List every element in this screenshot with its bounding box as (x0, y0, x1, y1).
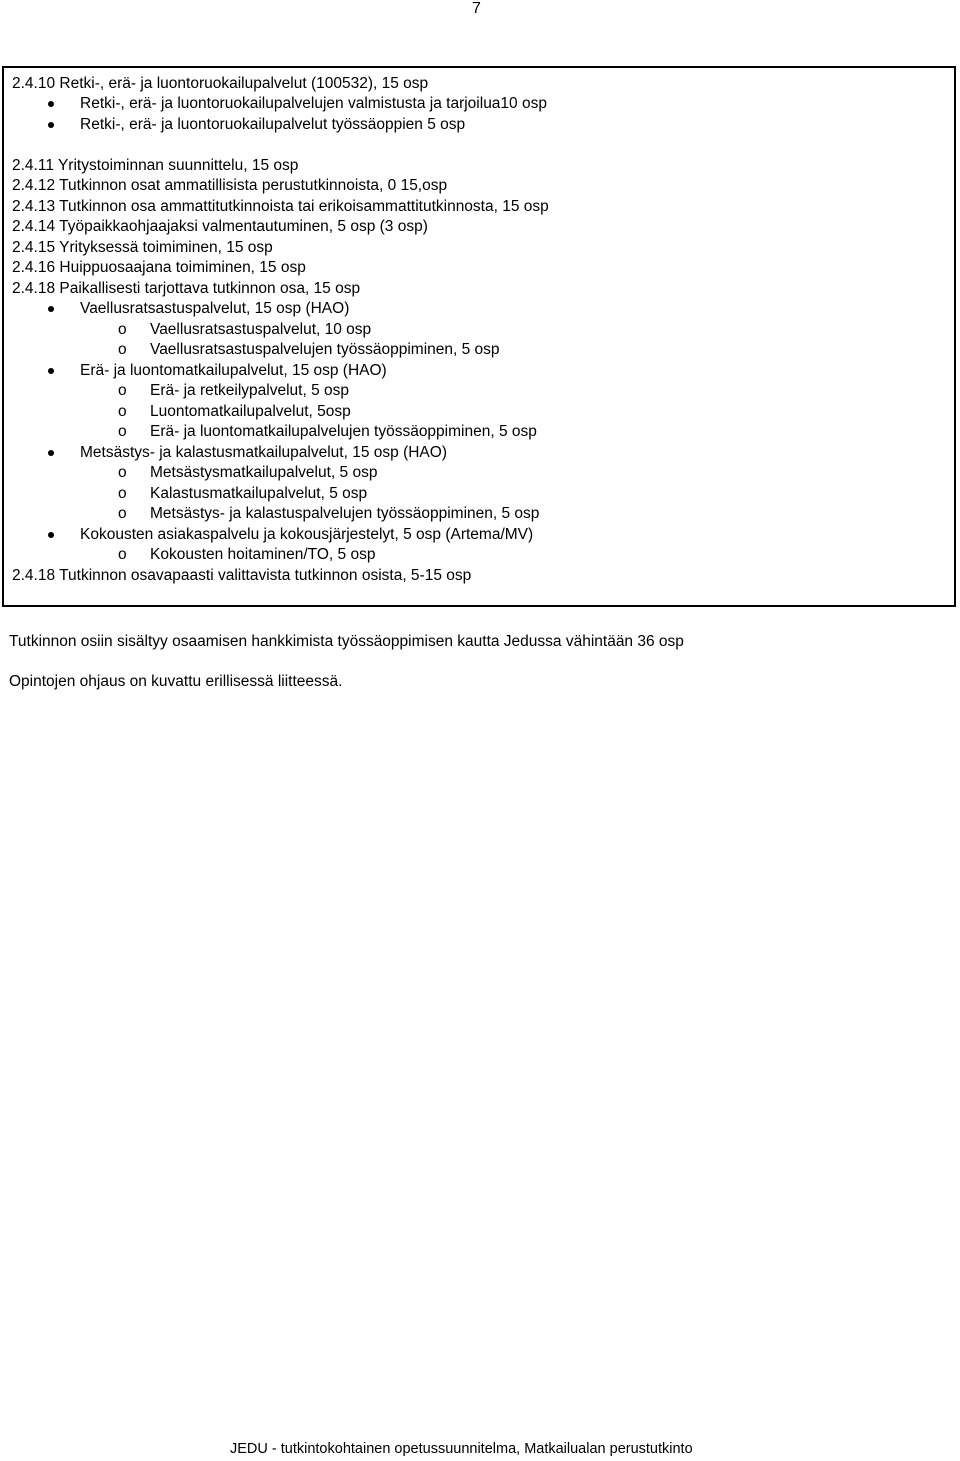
box-line-text: Erä- ja retkeilypalvelut, 5 osp (150, 382, 350, 399)
box-line (80, 115, 465, 135)
box-line-text: Luontomatkailupalvelut, 5osp (150, 403, 351, 420)
box-line-text: Metsästys- ja kalastusmatkailupalvelut, 15 osp (HAO) (80, 444, 447, 461)
box-line-text: Erä- ja luontomatkailupalvelujen työssäoppiminen, 5 osp (150, 423, 537, 440)
box-line-text: Retki-, erä- ja luontoruokailupalvelujen valmistusta ja tarjoilua10 osp (80, 95, 547, 112)
box-line (118, 320, 372, 340)
sub-bullet-icon: o (118, 403, 127, 420)
box-line: 2.4.18 Tutkinnon osavapaasti valittavista tutkinnon osista, 5-15 osp (12, 567, 472, 584)
box-line (118, 381, 350, 401)
box-line (118, 422, 537, 442)
box-line-text: Retki-, erä- ja luontoruokailupalvelut työssäoppien 5 osp (80, 116, 466, 133)
curriculum-box (2, 66, 956, 607)
box-line: 2.4.11 Yritystoiminnan suunnittelu, 15 osp (12, 157, 299, 174)
paragraph-work-learning: Tutkinnon osiin sisältyy osaamisen hankkimista työssäoppimisen kautta Jedussa vähintään 36 osp (9, 633, 684, 650)
bullet-icon (48, 306, 54, 312)
box-line-text: Kokousten hoitaminen/TO, 5 osp (150, 546, 376, 563)
box-line-text: Erä- ja luontomatkailupalvelut, 15 osp (HAO) (80, 362, 387, 379)
sub-bullet-icon: o (118, 505, 127, 522)
box-line-text: Vaellusratsastuspalvelujen työssäoppiminen, 5 osp (150, 341, 500, 358)
sub-bullet-icon: o (118, 485, 127, 502)
box-line: 2.4.18 Paikallisesti tarjottava tutkinnon osa, 15 osp (12, 280, 361, 297)
sub-bullet-icon: o (118, 382, 127, 399)
box-line: 2.4.15 Yrityksessä toimiminen, 15 osp (12, 239, 273, 256)
sub-bullet-icon: o (118, 423, 127, 440)
sub-bullet-icon: o (118, 546, 127, 563)
box-line: 2.4.13 Tutkinnon osa ammattitutkinnoista tai erikoisammattitutkinnosta, 15 osp (12, 198, 549, 215)
bullet-icon (48, 532, 54, 538)
sub-bullet-icon: o (118, 321, 127, 338)
box-line (118, 402, 351, 422)
box-line (118, 545, 376, 565)
page-number: 7 (472, 0, 481, 17)
bullet-icon (48, 122, 54, 128)
box-line-text: Kokousten asiakaspalvelu ja kokousjärjestelyt, 5 osp (Artema/MV) (80, 526, 534, 543)
bullet-icon (48, 368, 54, 374)
sub-bullet-icon: o (118, 464, 127, 481)
box-line (80, 299, 349, 319)
paragraph-guidance: Opintojen ohjaus on kuvattu erillisessä liitteessä. (9, 673, 343, 690)
box-line (80, 443, 447, 463)
box-line-text: Metsästysmatkailupalvelut, 5 osp (150, 464, 378, 481)
box-line (80, 361, 387, 381)
box-line-text: Metsästys- ja kalastuspalvelujen työssäoppiminen, 5 osp (150, 505, 540, 522)
bullet-icon (48, 101, 54, 107)
box-line (80, 94, 547, 114)
box-line: 2.4.12 Tutkinnon osat ammatillisista perustutkinnoista, 0 15,osp (12, 177, 448, 194)
box-line-text: Vaellusratsastuspalvelut, 15 osp (HAO) (80, 300, 350, 317)
box-line (118, 504, 540, 524)
bullet-icon (48, 450, 54, 456)
box-line (118, 484, 368, 504)
box-line-text: Vaellusratsastuspalvelut, 10 osp (150, 321, 372, 338)
box-line: 2.4.14 Työpaikkaohjaajaksi valmentautuminen, 5 osp (3 osp) (12, 218, 428, 235)
box-line: 2.4.10 Retki-, erä- ja luontoruokailupalvelut (100532), 15 osp (12, 75, 429, 92)
box-line (118, 463, 378, 483)
sub-bullet-icon: o (118, 341, 127, 358)
box-line (80, 525, 533, 545)
box-line: 2.4.16 Huippuosaajana toimiminen, 15 osp (12, 259, 306, 276)
box-line-text: Kalastusmatkailupalvelut, 5 osp (150, 485, 368, 502)
page-footer: JEDU - tutkintokohtainen opetussuunnitelma, Matkailualan perustutkinto (230, 1441, 693, 1457)
box-line (118, 340, 500, 360)
